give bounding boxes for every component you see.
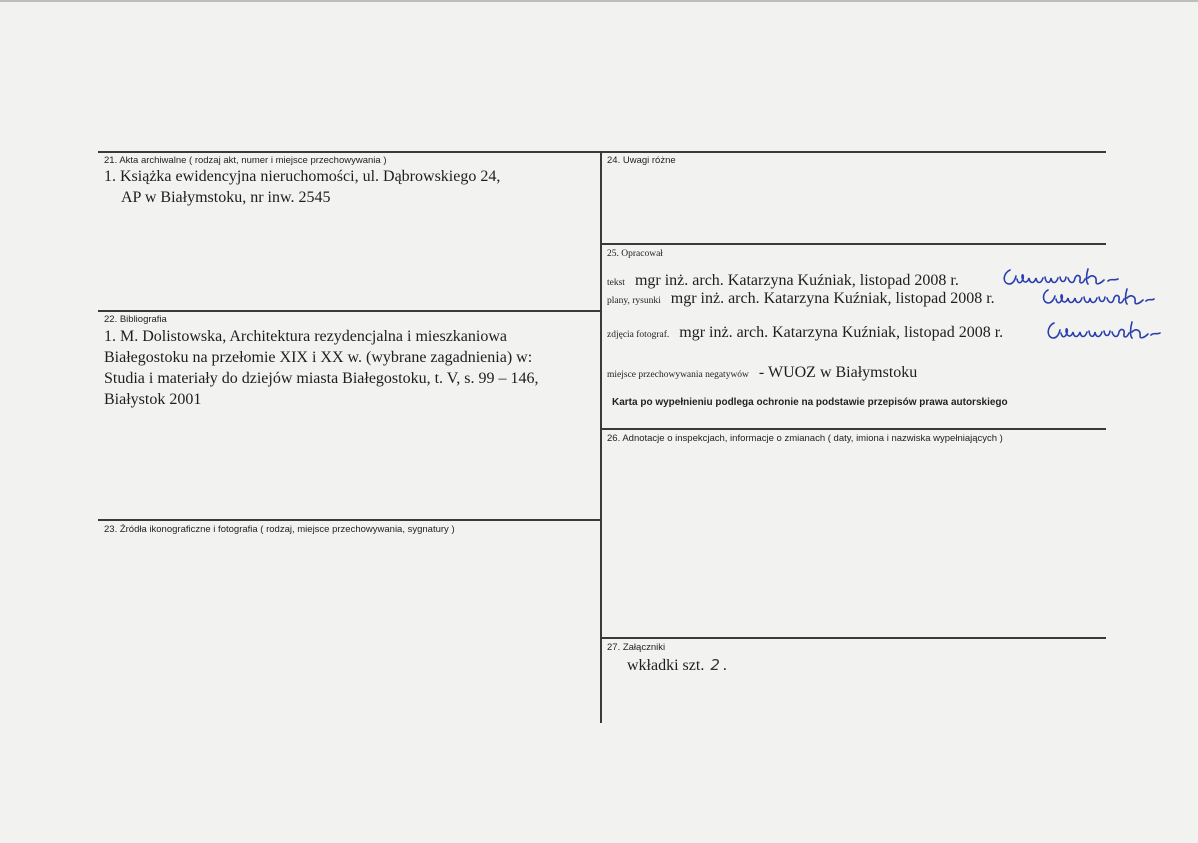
prepared-by-text-row xyxy=(607,272,959,290)
negatives-storage-row xyxy=(607,364,917,382)
section-22-line-1: 1. M. Dolistowska, Architektura rezydencjalna i mieszkaniowa xyxy=(104,328,507,345)
section-22-line-2: Białegostoku na przełomie XIX i XX w. (wybrane zagadnienia) w: xyxy=(104,349,533,366)
signature-2-image xyxy=(1040,286,1156,308)
rule-21-top xyxy=(98,151,1106,153)
row-label-negatives: miejsce przechowywania negatywów xyxy=(607,370,749,380)
row-label-plans: plany, rysunki xyxy=(607,296,661,306)
row-value-photos: mgr inż. arch. Katarzyna Kuźniak, listopad 2008 r. xyxy=(679,324,1004,341)
attachments-suffix: . xyxy=(722,657,727,674)
section-26-label: 26. Adnotacje o inspekcjach, informacje o zmianach ( daty, imiona i nazwiska wypełniających ) xyxy=(607,433,1003,444)
attachments-prefix: wkładki szt. xyxy=(627,657,705,674)
top-edge-line xyxy=(0,0,1198,2)
row-value-plans: mgr inż. arch. Katarzyna Kuźniak, listopad 2008 r. xyxy=(670,290,995,307)
section-22-label: 22. Bibliografia xyxy=(104,314,167,325)
rule-22-top xyxy=(98,310,601,312)
row-label-photos: zdjęcia fotograf. xyxy=(607,330,670,340)
attachments-value xyxy=(627,656,727,675)
section-22-line-4: Białystok 2001 xyxy=(104,391,202,408)
copyright-notice: Karta po wypełnieniu podlega ochronie na podstawie przepisów prawa autorskiego xyxy=(612,397,1008,408)
rule-27-top xyxy=(600,637,1106,639)
section-21-line-2: AP w Białymstoku, nr inw. 2545 xyxy=(121,189,331,206)
prepared-by-plans-row xyxy=(607,290,995,308)
rule-23-top xyxy=(98,519,601,521)
section-21-label: 21. Akta archiwalne ( rodzaj akt, numer i miejsce przechowywania ) xyxy=(104,155,387,166)
row-label-text: tekst xyxy=(607,278,625,288)
prepared-by-photos-row xyxy=(607,324,1003,342)
rule-26-top xyxy=(600,428,1106,430)
section-27-label: 27. Załączniki xyxy=(607,642,666,653)
section-23-label: 23. Źródła ikonograficzne i fotografia ( rodzaj, miejsce przechowywania, sygnatury ) xyxy=(104,524,455,535)
section-21-line-1: 1. Książka ewidencyjna nieruchomości, ul. Dąbrowskiego 24, xyxy=(104,168,501,185)
rule-25-top xyxy=(600,243,1106,245)
attachments-count-handwritten: 2 xyxy=(710,656,720,674)
section-22-line-3: Studia i materiały do dziejów miasta Białegostoku, t. V, s. 99 – 146, xyxy=(104,370,539,387)
section-24-label: 24. Uwagi różne xyxy=(607,155,676,166)
row-value-text: mgr inż. arch. Katarzyna Kuźniak, listopad 2008 r. xyxy=(634,272,959,289)
section-25-label: 25. Opracował xyxy=(607,249,663,259)
row-value-negatives: - WUOZ w Białymstoku xyxy=(758,364,918,381)
signature-3-image xyxy=(1044,318,1162,344)
